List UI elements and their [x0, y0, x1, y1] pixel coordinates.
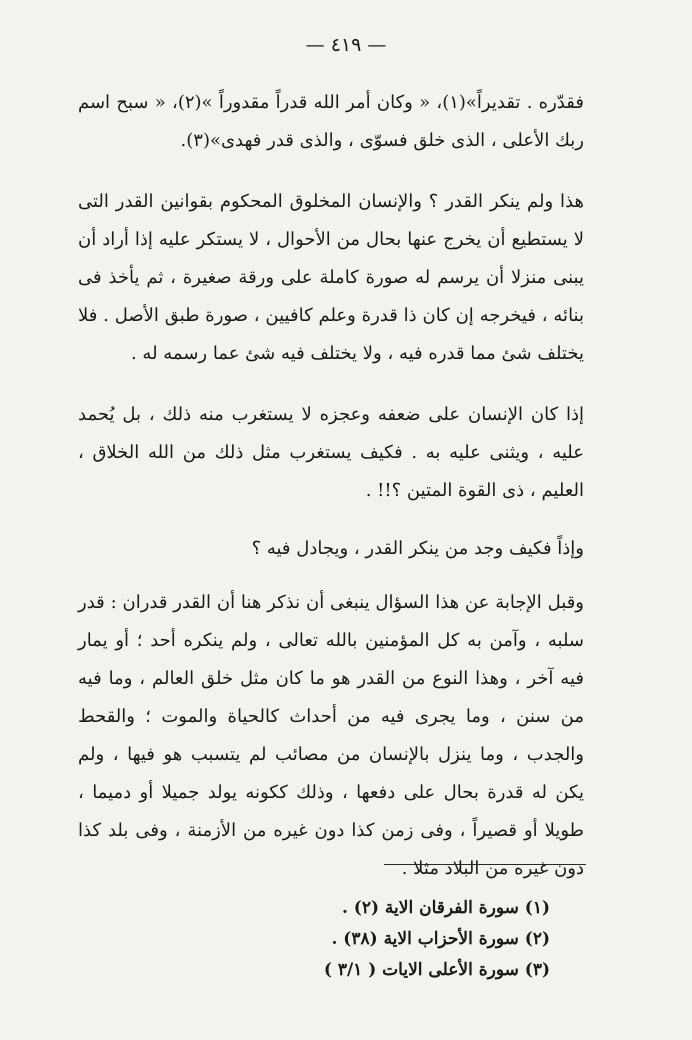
paragraph-1: فقدّره . تقديراً»(١)، « وكان أمر الله قدراً مقدوراً »(٢)، « سبح اسم ربك الأعلى ، الذى خلق فسوّى ، والذى قدر فهدى»(٣). — [78, 92, 584, 151]
paragraph-5: وقبل الإجابة عن هذا السؤال ينبغى أن نذكر هنا أن القدر قدران : قدر سلبه ، وآمن به كل المؤمنين بالله تعالى ، ولم ينكره أحد ؛ أو يمار فيه آخر ، وهذا النوع من القدر هو ما كان مثل خلق العالم ، وما فيه من سنن ، وما يجرى فيه من أحداث كالحياة والموت ؛ والقحط والجدب ، وما ينزل بالإنسان من مصائب لم يتسبب هو فيها ، ولم يكن له قدرة بحال على دفعها ، وذلك ككونه يولد جميلا أو دميما ، طويلا أو قصيراً ، وفى زمن كذا دون غيره من الأزمنة ، وفى بلد كذا دون غيره من البلاد مثلا . — [78, 592, 584, 879]
paragraph-4: وإذاً فكيف وجد من ينكر القدر ، ويجادل فيه ؟ — [251, 538, 584, 559]
footnote-2: (٢) سورة الأحزاب الاية (٣٨) . — [331, 929, 550, 949]
footnotes — [250, 893, 550, 986]
paragraph-3: إذا كان الإنسان على ضعفه وعجزه لا يستغرب منه ذلك ، بل يُحمد عليه ، ويثنى عليه به . فكيف يستغرب مثل ذلك من الله الخلاق ، العليم ، ذى القوة المتين ؟!! . — [78, 404, 584, 501]
footnote-3: (٣) سورة الأعلى الايات ( ٣/١ ) — [323, 960, 550, 980]
footnote-divider — [384, 864, 586, 865]
paragraph-2: هذا ولم ينكر القدر ؟ والإنسان المخلوق المحكوم بقوانين القدر التى لا يستطيع أن يخرج عنها بحال من الأحوال ، لا يستكر عليه إذا أراد أن يبنى منزلا أن يرسم له صورة كاملة على ورقة صغيرة ، ثم يأخذ فى بنائه ، فيخرجه إن كان ذا قدرة وعلم كافيين ، صورة طبق الأصل . فلا يختلف شئ مما قدره فيه ، ولا يختلف فيه شئ عما رسمه له . — [78, 191, 584, 364]
footnote-1: (١) سورة الفرقان الاية (٢) . — [341, 898, 550, 918]
page-number: — ٤١٩ — — [305, 34, 387, 56]
